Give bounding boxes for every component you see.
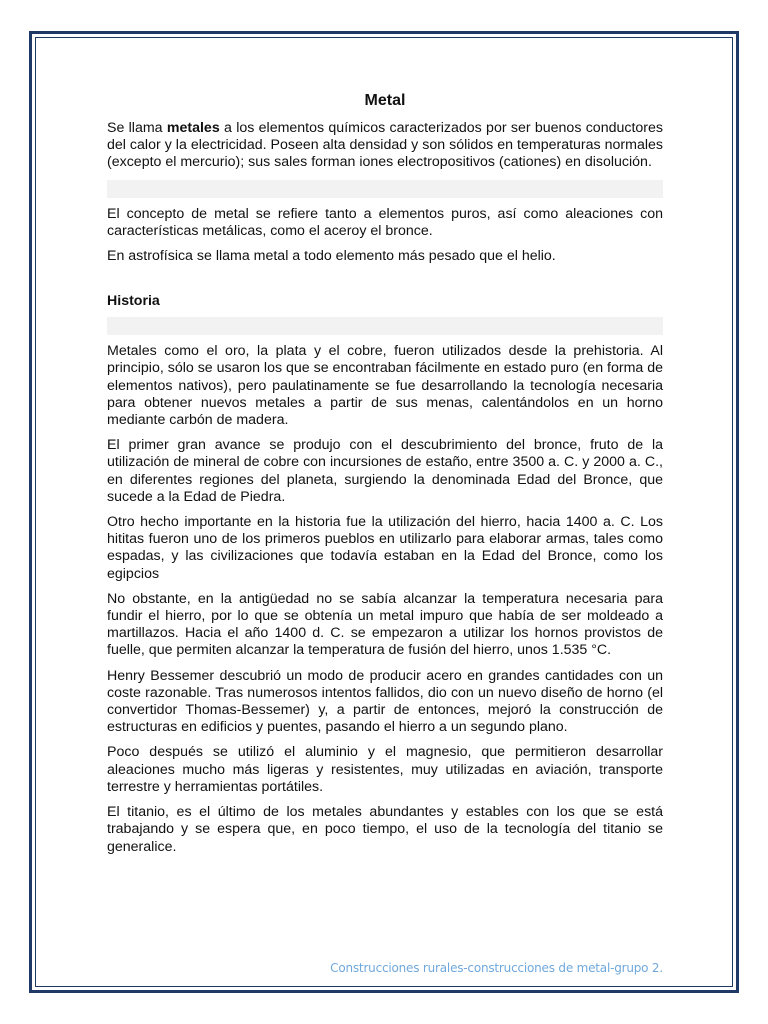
history-paragraph: El titanio, es el último de los metales abundantes y estables con los que se está trabajando y se espera que, en poco tiempo, el uso de la tecnología del titanio se generalice.: [107, 804, 663, 855]
page-title: Metal: [364, 92, 406, 109]
intro-paragraph: Se llama metales a los elementos químicos caracterizados por ser buenos conductores del calor y la electricidad. Poseen alta densidad y son sólidos en temperaturas normales (excepto el mercurio); sus sales forman iones electropositivos (cationes) en disolución.: [107, 120, 664, 171]
document-body: [107, 90, 663, 864]
astrophysics-paragraph: En astrofísica se llama metal a todo elemento más pesado que el helio.: [107, 248, 556, 265]
term-metales: metales: [166, 120, 220, 136]
concept-paragraph: El concepto de metal se refiere tanto a elementos puros, así como aleaciones con características metálicas, como el aceroy el bronce.: [107, 205, 663, 239]
page-footer: Construcciones rurales-construcciones de metal-grupo 2.: [330, 961, 663, 975]
section-heading-historia: Historia: [107, 293, 160, 310]
history-paragraph: Metales como el oro, la plata y el cobre, fueron utilizados desde la prehistoria. Al principio, sólo se usaron los que se encontraban fácilmente en estado puro (en forma de elementos nativos), pero paulatinamente se fue desarrollando la tecnología necesaria para obtener nuevos metales a partir de sus menas, calentándolos en un horno mediante carbón de madera.: [107, 343, 664, 429]
shaded-divider: [107, 180, 663, 198]
shaded-divider: [107, 317, 663, 335]
history-paragraph: Henry Bessemer descubrió un modo de producir acero en grandes cantidades con un coste razonable. Tras numerosos intentos fallidos, dio con un nuevo diseño de horno (el convertidor Thomas-Bessemer) y, a partir de entonces, mejoró la construcción de estructuras en edificios y puentes, pasando el hierro a un segundo plano.: [107, 667, 663, 736]
history-paragraph: Poco después se utilizó el aluminio y el magnesio, que permitieron desarrollar aleaciones mucho más ligeras y resistentes, muy utilizadas en aviación, transporte terrestre y herramientas portátiles.: [107, 744, 663, 795]
history-paragraph: El primer gran avance se produjo con el descubrimiento del bronce, fruto de la utilización de mineral de cobre con incursiones de estaño, entre 3500 a. C. y 2000 a. C., en diferentes regiones del planeta, surgiendo la denominada Edad del Bronce, que sucede a la Edad de Piedra.: [107, 437, 663, 505]
history-paragraph: No obstante, en la antigüedad no se sabía alcanzar la temperatura necesaria para fundir el hierro, por lo que se obtenía un metal impuro que había de ser moldeado a martillazos. Hacia el año 1400 d. C. se empezaron a utilizar los hornos provistos de fuelle, que permiten alcanzar la temperatura de fusión del hierro, unos 1.535 °C.: [107, 590, 663, 659]
history-paragraph: Otro hecho importante en la historia fue la utilización del hierro, hacia 1400 a. C. Los hititas fueron uno de los primeros pueblos en utilizarlo para elaborar armas, tales como espadas, y las civilizaciones que todavía estaban en la Edad del Bronce, como los egipcios: [107, 514, 663, 582]
